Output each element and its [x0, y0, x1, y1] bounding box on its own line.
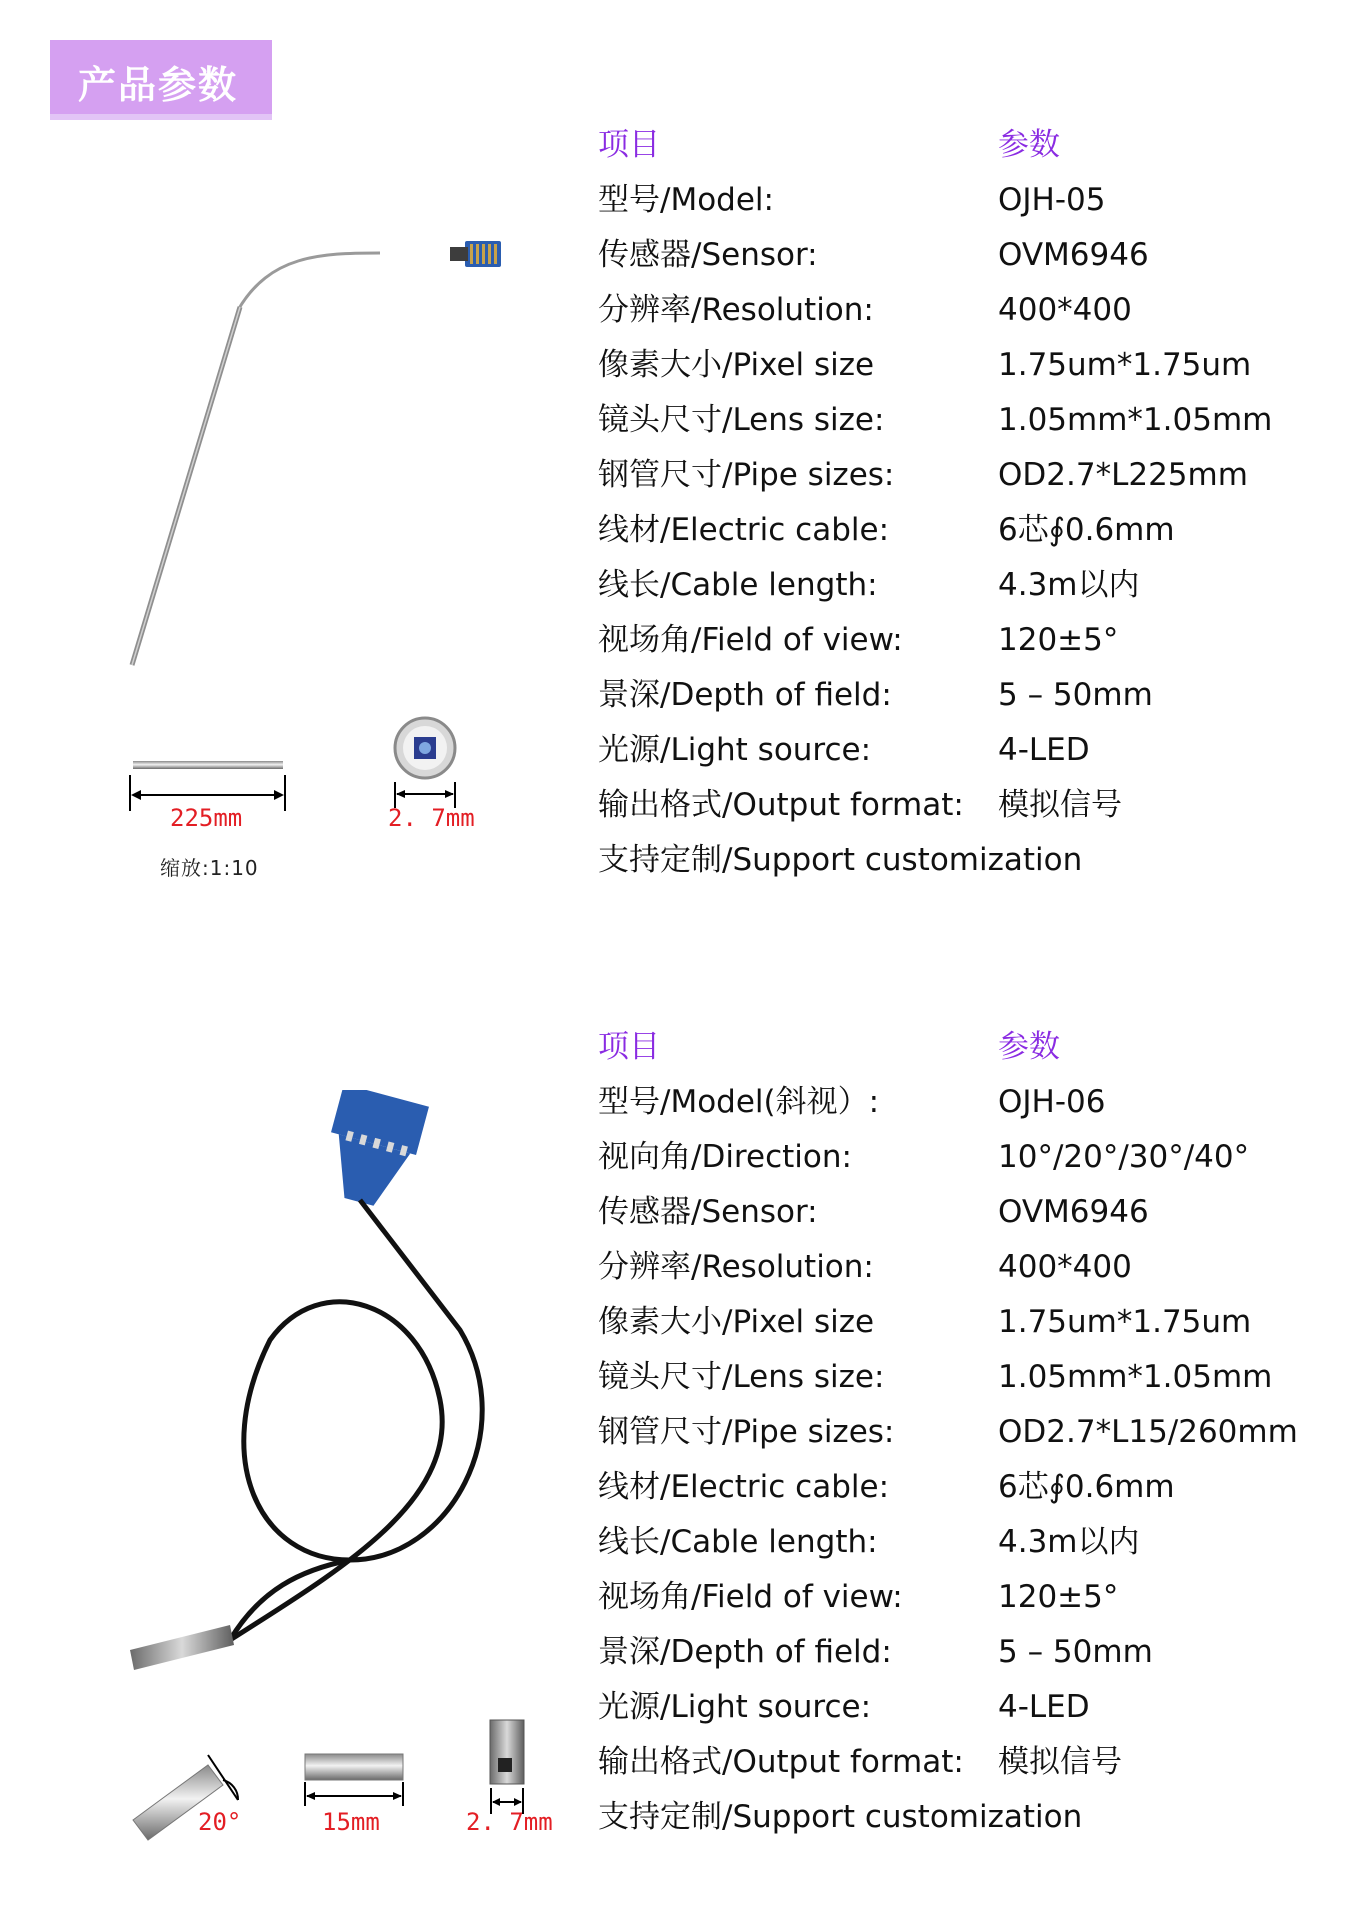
spec-label: 光源/Light source: — [598, 732, 872, 768]
spec-row — [598, 1295, 1318, 1350]
spec-row — [598, 173, 1318, 228]
spec-value: 6芯∮0.6mm — [998, 512, 1175, 548]
product1-diameter-label: 2. 7mm — [388, 804, 475, 832]
spec-label: 像素大小/Pixel size — [598, 1304, 875, 1340]
spec-header-label: 项目 — [598, 1029, 660, 1065]
spec-value: 4-LED — [998, 732, 1090, 768]
spec-header-row — [598, 118, 1318, 173]
spec-value: 400*400 — [998, 292, 1132, 328]
spec-value: OD2.7*L225mm — [998, 457, 1248, 493]
spec-value: 模拟信号 — [998, 1744, 1122, 1780]
product1-scale: 缩放:1:10 — [160, 856, 259, 880]
spec-row — [598, 503, 1318, 558]
product2-image — [120, 1090, 540, 1680]
spec-row — [598, 1515, 1318, 1570]
spec-header-value: 参数 — [998, 127, 1060, 163]
spec-row — [598, 1735, 1318, 1790]
spec-label: 型号/Model(斜视）: — [598, 1084, 880, 1120]
spec-row — [598, 393, 1318, 448]
spec-value: 120±5° — [998, 622, 1119, 658]
spec-value: 1.75um*1.75um — [998, 347, 1252, 383]
spec-row — [598, 1240, 1318, 1295]
spec-value: OJH-05 — [998, 182, 1106, 218]
spec-label: 视向角/Direction: — [598, 1139, 852, 1175]
section-title: 产品参数 — [78, 63, 239, 107]
spec-label: 景深/Depth of field: — [598, 677, 892, 713]
spec-row — [598, 1350, 1318, 1405]
spec-value: OVM6946 — [998, 237, 1149, 273]
spec-value: 120±5° — [998, 1579, 1119, 1615]
spec-row — [598, 1680, 1318, 1735]
spec-row — [598, 558, 1318, 613]
spec-label: 分辨率/Resolution: — [598, 1249, 874, 1285]
spec-value: 4-LED — [998, 1689, 1090, 1725]
spec-value: 4.3m以内 — [998, 1524, 1140, 1560]
spec-label: 景深/Depth of field: — [598, 1634, 892, 1670]
spec-label: 像素大小/Pixel size — [598, 347, 875, 383]
spec-row — [598, 613, 1318, 668]
spec-value: 1.05mm*1.05mm — [998, 402, 1273, 438]
spec-label: 钢管尺寸/Pipe sizes: — [598, 1414, 895, 1450]
spec-row — [598, 723, 1318, 778]
spec-label: 线长/Cable length: — [598, 1524, 878, 1560]
spec-row — [598, 1625, 1318, 1680]
spec-label: 视场角/Field of view: — [598, 622, 903, 658]
spec-value: 模拟信号 — [998, 787, 1122, 823]
spec-row — [598, 1790, 1318, 1845]
spec-value: 10°/20°/30°/40° — [998, 1139, 1250, 1175]
spec-label: 光源/Light source: — [598, 1689, 872, 1725]
spec-row — [598, 1185, 1318, 1240]
spec-value: 1.05mm*1.05mm — [998, 1359, 1273, 1395]
product2-diameter-label: 2. 7mm — [466, 1808, 553, 1836]
spec-row — [598, 778, 1318, 833]
cable — [230, 1200, 482, 1640]
spec-header-row — [598, 1020, 1318, 1075]
spec-label: 输出格式/Output format: — [598, 1744, 964, 1780]
product2-lens-drawing — [480, 1718, 550, 1818]
spec-value: 5 – 50mm — [998, 677, 1153, 713]
spec-value: OVM6946 — [998, 1194, 1149, 1230]
section-header — [50, 40, 272, 120]
spec-row — [598, 338, 1318, 393]
steel-pipe — [130, 1625, 234, 1670]
spec-value: 4.3m以内 — [998, 567, 1140, 603]
spec-label: 镜头尺寸/Lens size: — [598, 402, 885, 438]
spec-row — [598, 1405, 1318, 1460]
spec-row — [598, 283, 1318, 338]
spec-row — [598, 1130, 1318, 1185]
spec-value: OJH-06 — [998, 1084, 1106, 1120]
product2-angle-label: 20° — [198, 1808, 242, 1836]
spec-label: 视场角/Field of view: — [598, 1579, 903, 1615]
spec-value: 6芯∮0.6mm — [998, 1469, 1175, 1505]
spec-label: 传感器/Sensor: — [598, 1194, 818, 1230]
cable — [238, 253, 380, 310]
product1-spec-table — [598, 118, 1318, 888]
spec-row — [598, 1460, 1318, 1515]
spec-label: 输出格式/Output format: — [598, 787, 964, 823]
spec-label: 镜头尺寸/Lens size: — [598, 1359, 885, 1395]
spec-row — [598, 228, 1318, 283]
spec-value: 400*400 — [998, 1249, 1132, 1285]
spec-header-value: 参数 — [998, 1029, 1060, 1065]
spec-label: 传感器/Sensor: — [598, 237, 818, 273]
spec-row — [598, 833, 1318, 888]
connector — [315, 1090, 428, 1213]
spec-row — [598, 668, 1318, 723]
spec-row — [598, 1075, 1318, 1130]
spec-label: 分辨率/Resolution: — [598, 292, 874, 328]
spec-label: 线材/Electric cable: — [598, 512, 890, 548]
spec-value: OD2.7*L15/260mm — [998, 1414, 1298, 1450]
spec-label: 线材/Electric cable: — [598, 1469, 890, 1505]
spec-label: 支持定制/Support customization — [598, 842, 1083, 878]
spec-row — [598, 448, 1318, 503]
product1-lens-drawing — [385, 712, 475, 812]
spec-label: 线长/Cable length: — [598, 567, 878, 603]
product2-pipe-drawing — [300, 1752, 410, 1812]
spec-row — [598, 1570, 1318, 1625]
spec-value: 1.75um*1.75um — [998, 1304, 1252, 1340]
product1-length-label: 225mm — [170, 804, 243, 832]
spec-label: 支持定制/Support customization — [598, 1799, 1083, 1835]
spec-label: 钢管尺寸/Pipe sizes: — [598, 457, 895, 493]
spec-label: 型号/Model: — [598, 182, 774, 218]
spec-header-label: 项目 — [598, 127, 660, 163]
product2-length-label: 15mm — [322, 1808, 380, 1836]
product1-image — [120, 225, 540, 685]
product2-spec-table — [598, 1020, 1318, 1845]
spec-value: 5 – 50mm — [998, 1634, 1153, 1670]
